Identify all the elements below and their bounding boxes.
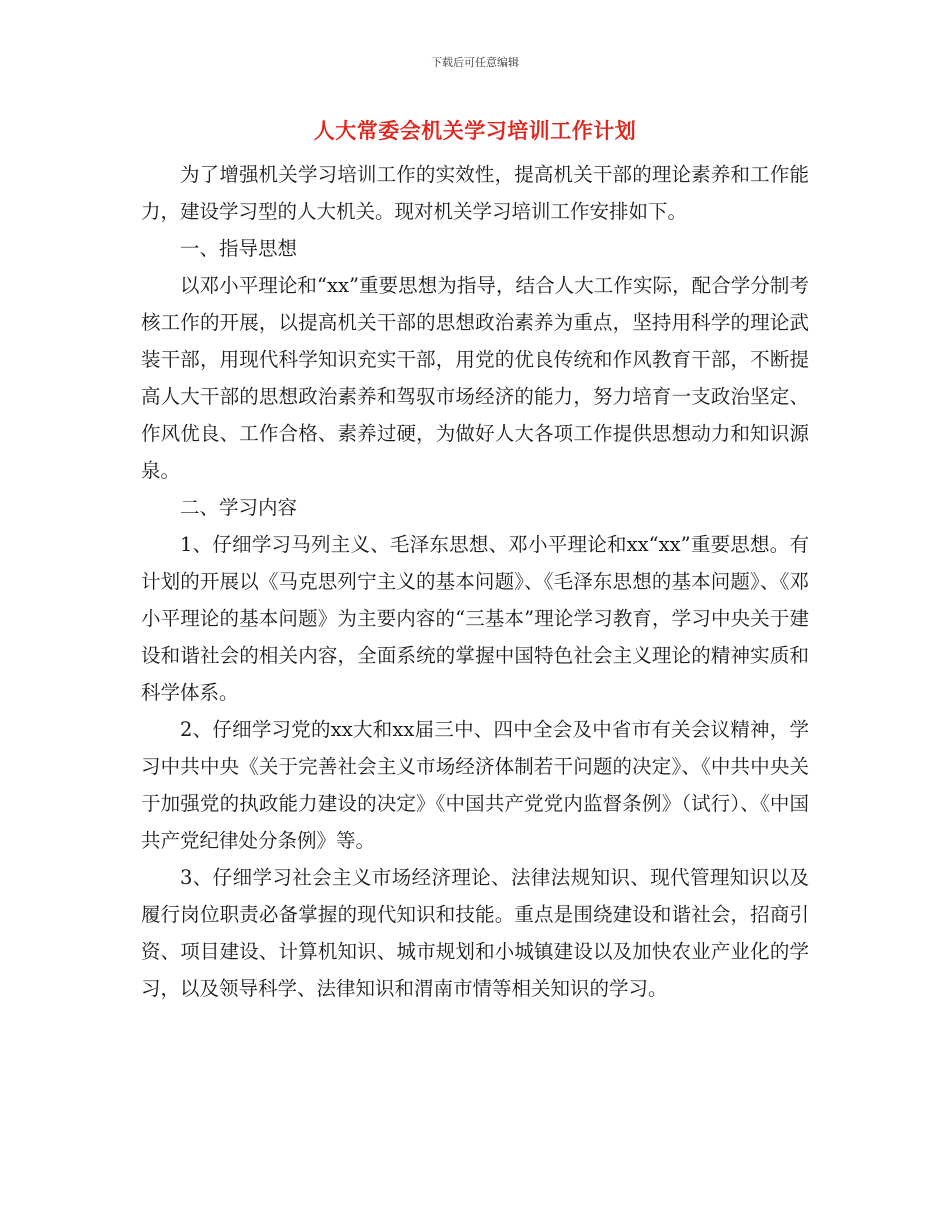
page-header-note: 下载后可任意编辑 — [431, 56, 519, 69]
document-body — [141, 156, 809, 1007]
study-item-2: 2、仔细学习党的xx大和xx届三中、四中全会及中省市有关会议精神，学习中共中央《关于完善社会主义市场经济体制若干问题的决定》、《中共中央关于加强党的执政能力建设的决定》《中国共产党党内监督条例》（试行）、《中国共产党纪律处分条例》等。 — [141, 718, 809, 852]
guiding-thought-paragraph: 以邓小平理论和“xx”重要思想为指导，结合人大工作实际，配合学分制考核工作的开展，以提高机关干部的思想政治素养为重点，坚持用科学的理论武装干部，用现代科学知识充实干部，用党的优良传统和作风教育干部，不断提高人大干部的思想政治素养和驾驭市场经济的能力，努力培育一支政治坚定、作风优良、工作合格、素养过硬，为做好人大各项工作提供思想动力和知识源泉。 — [141, 274, 809, 482]
intro-paragraph: 为了增强机关学习培训工作的实效性，提高机关干部的理论素养和工作能力，建设学习型的人大机关。现对机关学习培训工作安排如下。 — [141, 163, 809, 223]
section-heading-study-content: 二、学习内容 — [180, 496, 298, 519]
section-heading-guiding-thought: 一、指导思想 — [180, 237, 298, 260]
study-item-3: 3、仔细学习社会主义市场经济理论、法律法规知识、现代管理知识以及履行岗位职责必备掌握的现代知识和技能。重点是围绕建设和谐社会，招商引资、项目建设、计算机知识、城市规划和小城镇建设以及加快农业产业化的学习，以及领导科学、法律知识和渭南市情等相关知识的学习。 — [141, 866, 809, 1000]
document-title: 人大常委会机关学习培训工作计划 — [313, 119, 637, 143]
study-item-1: 1、仔细学习马列主义、毛泽东思想、邓小平理论和xx“xx”重要思想。有计划的开展以《马克思列宁主义的基本问题》、《毛泽东思想的基本问题》、《邓小平理论的基本问题》为主要内容的“三基本”理论学习教育，学习中央关于建设和谐社会的相关内容，全面系统的掌握中国特色社会主义理论的精神实质和科学体系。 — [141, 533, 809, 704]
